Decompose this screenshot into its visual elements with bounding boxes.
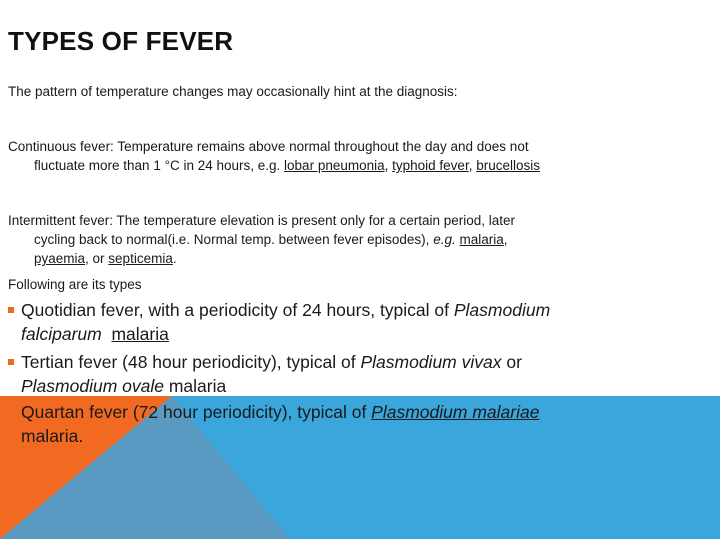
link-pyaemia[interactable]: pyaemia — [34, 251, 86, 266]
continuous-fever-definition — [8, 137, 648, 175]
bullet-tertian-fever — [8, 350, 648, 398]
link-plasmodium-malariae[interactable]: Plasmodium malariae — [371, 402, 540, 422]
bullet-text: malaria. — [21, 426, 84, 446]
separator: , — [468, 158, 477, 173]
intermittent-fever-definition — [8, 211, 648, 268]
bullet-text: malaria — [163, 376, 227, 396]
link-brucellosis[interactable]: brucellosis — [476, 158, 540, 173]
bullet-italic: Plasmodium — [453, 300, 551, 320]
bullet-marker — [8, 359, 14, 365]
intermittent-fever-text-2: cycling back to normal(i.e. Normal temp. between fever episodes), — [34, 232, 434, 247]
bullet-text: Quotidian fever, with a periodicity of 24 hours, typical of — [21, 300, 454, 320]
bullet-text: Tertian fever (48 hour periodicity), typical of — [21, 352, 361, 372]
bullet-marker — [8, 307, 14, 313]
intro-text: The pattern of temperature changes may occasionally hint at the diagnosis: — [8, 84, 458, 99]
separator: , or — [85, 251, 109, 266]
bullet-text: Quartan fever (72 hour periodicity), typical of — [21, 402, 372, 422]
separator: . — [172, 251, 177, 266]
following-types-text: Following are its types — [8, 277, 142, 292]
link-malaria-bullet[interactable]: malaria — [111, 324, 169, 344]
separator: , — [384, 158, 393, 173]
separator — [102, 324, 112, 344]
link-malaria[interactable]: malaria — [459, 232, 504, 247]
bullet-italic: Plasmodium ovale — [21, 376, 164, 396]
continuous-fever-label: Continuous fever: — [8, 139, 114, 154]
bullet-quartan-fever — [8, 400, 648, 448]
separator: , — [503, 232, 508, 247]
slide-title: TYPES OF FEVER — [8, 26, 234, 56]
continuous-fever-text-2: fluctuate more than 1 °C in 24 hours, e.g. — [34, 158, 285, 173]
eg-text: e.g. — [433, 232, 456, 247]
bullet-italic: falciparum — [21, 324, 102, 344]
bullet-italic: Plasmodium vivax — [360, 352, 502, 372]
link-lobar-pneumonia[interactable]: lobar pneumonia — [284, 158, 385, 173]
continuous-fever-text: Temperature remains above normal throughout the day and does not — [113, 139, 529, 154]
bullet-quotidian-fever — [8, 298, 648, 346]
intermittent-fever-text: The temperature elevation is present only for a certain period, later — [113, 213, 516, 228]
link-typhoid-fever[interactable]: typhoid fever — [392, 158, 469, 173]
link-septicemia[interactable]: septicemia — [108, 251, 173, 266]
bullet-text: or — [501, 352, 522, 372]
intermittent-fever-label: Intermittent fever: — [8, 213, 114, 228]
